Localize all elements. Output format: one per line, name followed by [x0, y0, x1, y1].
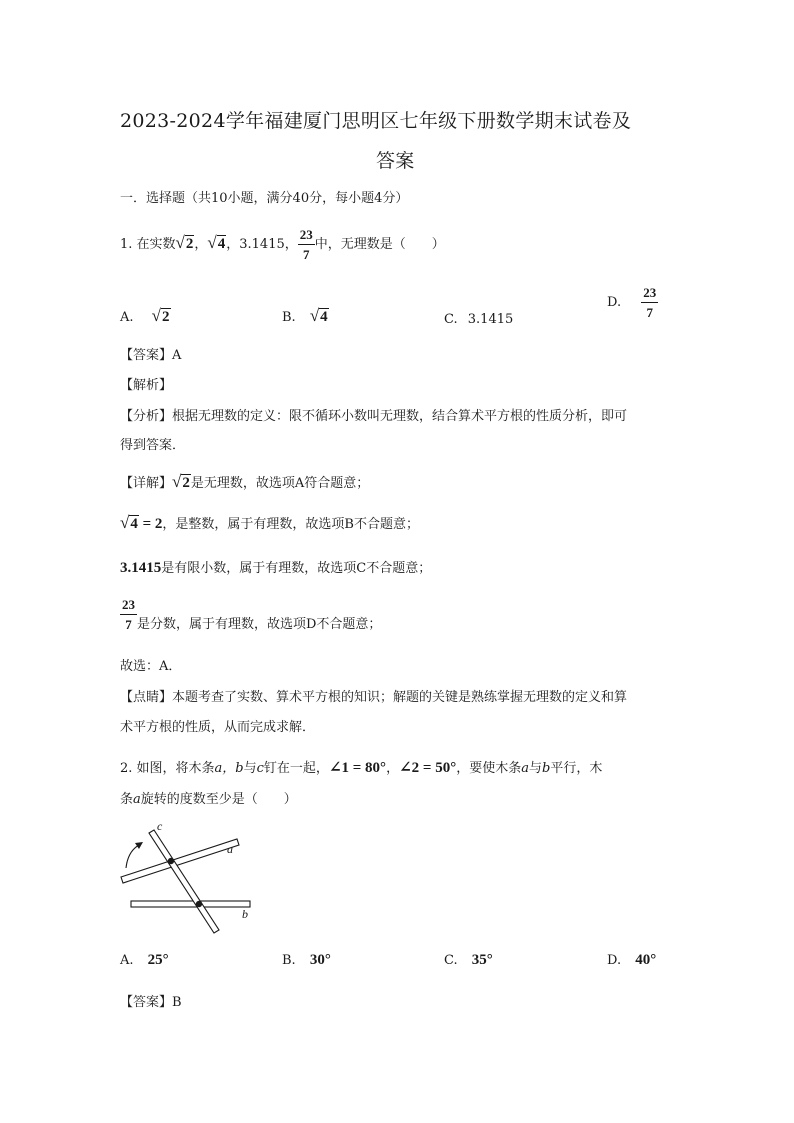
q1-suffix: 中，无理数是（ ）: [314, 237, 445, 252]
q1-xiangjie-4: [120, 598, 381, 632]
option-label: B.: [282, 310, 296, 325]
q2-text: ，要使木条: [456, 761, 522, 776]
q2-stem-1: [120, 757, 602, 777]
nail-2: [196, 901, 202, 907]
q1-fenxi-2: 得到答案．: [120, 438, 186, 453]
label-b: b: [242, 907, 248, 921]
q2-figure: [110, 820, 260, 935]
nail-1: [168, 858, 174, 864]
q2-var: a: [521, 761, 529, 776]
xiangjie-label: 【详解】: [120, 476, 173, 491]
option-text: 3.1415: [467, 312, 514, 327]
q2-stem-2: [120, 788, 297, 807]
q2-text: 条: [120, 792, 134, 807]
q2-var: a: [133, 792, 141, 807]
xiangjie-eq: = 2: [138, 516, 163, 532]
q1-xiangjie-3: [120, 557, 431, 577]
xiangjie-fraction: $\frac{23}{7}$: [122, 597, 135, 632]
option-label: D.: [607, 953, 622, 968]
option-label: A.: [120, 310, 134, 325]
q1-sep1: ，: [194, 237, 208, 252]
q1-option-c[interactable]: [444, 312, 513, 327]
q1-option-b[interactable]: [282, 306, 329, 326]
option-value: 35°: [471, 952, 493, 968]
strip-c: [149, 830, 219, 933]
option-fraction: $\frac{23}{7}$: [643, 285, 657, 320]
q2-var: c: [256, 761, 264, 776]
q1-xiangjie-2: [120, 513, 419, 533]
q1-jiexi: 【解析】: [120, 378, 173, 393]
q2-var: a，b: [214, 761, 244, 776]
option-label: C.: [444, 953, 458, 968]
q2-option-a[interactable]: [120, 952, 169, 969]
q1-dianjing: 【点睛】本题考查了实数、算术平方根的知识；解题的关键是熟练掌握无理数的定义和算: [120, 690, 628, 705]
rotation-arrowhead: [135, 842, 143, 849]
option-value: 40°: [635, 952, 657, 968]
q1-stem: [120, 228, 445, 261]
option-label: D.: [607, 295, 622, 310]
q1-xiangjie-1: [120, 472, 369, 492]
q2-text: 平行，木: [550, 761, 603, 776]
xiangjie-number: 3.1415: [120, 560, 162, 576]
q2-text: 2. 如图，将木条: [120, 761, 215, 776]
q2-angle-1: ∠1 = 80°: [328, 760, 387, 776]
label-c: c: [157, 820, 163, 833]
q2-text: 旋转的度数至少是（ ）: [140, 792, 297, 807]
q2-text: 与: [528, 761, 542, 776]
xiangjie-text: 是无理数，故选项A符合题意；: [190, 476, 370, 491]
q2-option-d[interactable]: [607, 952, 656, 969]
q1-sqrt2: √2: [175, 233, 194, 252]
title-line-1: 2023-2024学年福建厦门思明区七年级下册数学期末试卷及: [120, 110, 632, 132]
xiangjie-sqrt2: √2: [172, 472, 190, 491]
q2-text: 与: [243, 761, 257, 776]
option-math: √4: [309, 306, 328, 325]
q1-fenxi: 【分析】根据无理数的定义：限不循环小数叫无理数，结合算术平方根的性质分析，即可: [120, 409, 628, 424]
q2-answer: 【答案】B: [120, 995, 182, 1010]
q1-dianjing-2: 术平方根的性质，从而完成求解．: [120, 720, 316, 735]
q2-angle-2: ∠2 = 50°: [399, 760, 457, 776]
option-value: 30°: [309, 952, 331, 968]
q1-fraction: $\frac{23}{7}$: [299, 227, 313, 262]
q1-answer: 【答案】A: [120, 348, 182, 363]
option-label: B.: [282, 953, 296, 968]
option-value: 25°: [147, 952, 169, 968]
q1-sqrt4: √4: [207, 233, 226, 252]
section-heading: 一．选择题（共10小题，满分40分，每小题4分）: [120, 191, 409, 206]
q1-prefix: 1. 在实数: [120, 237, 176, 252]
xiangjie-sqrt4: √4: [120, 513, 138, 532]
q2-option-c[interactable]: [444, 952, 493, 969]
q2-var: b: [542, 761, 551, 776]
label-a: a: [227, 842, 233, 856]
option-math: √2: [151, 306, 170, 325]
xiangjie-text: 是分数，属于有理数，故选项D不合题意；: [137, 617, 382, 632]
q2-text: ，: [386, 761, 400, 776]
xiangjie-text: 是有限小数，属于有理数，故选项C不合题意；: [161, 561, 432, 576]
q1-sep2: ，3.1415，: [226, 237, 298, 252]
strip-b: [131, 901, 250, 907]
q1-guxuan: 故选：A．: [120, 659, 182, 674]
q1-option-a[interactable]: [120, 306, 171, 326]
title-line-2: 答案: [376, 150, 415, 172]
q2-text: 钉在一起，: [263, 761, 329, 776]
q2-option-b[interactable]: [282, 952, 331, 969]
option-label: A.: [120, 953, 134, 968]
xiangjie-text: ，是整数，属于有理数，故选项B不合题意；: [162, 517, 419, 532]
option-label: C.: [444, 312, 458, 327]
q1-option-d[interactable]: [607, 286, 658, 319]
